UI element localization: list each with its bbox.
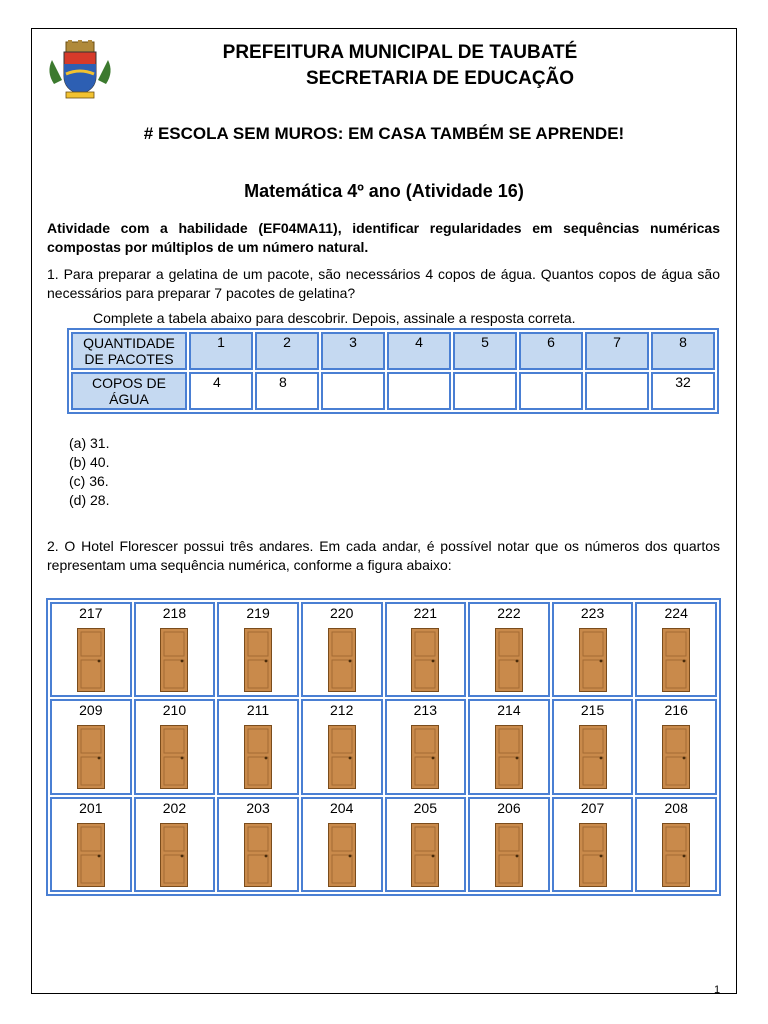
table-row — [71, 372, 715, 410]
row-label-packets: QUANTIDADE DE PACOTES — [71, 332, 187, 370]
room-number: 205 — [413, 799, 437, 816]
option-a[interactable]: (a) 31. — [69, 435, 110, 451]
room-number: 206 — [497, 799, 521, 816]
room-number: 208 — [664, 799, 688, 816]
door-icon — [244, 725, 272, 789]
room-number: 203 — [246, 799, 270, 816]
room-number: 212 — [330, 702, 354, 719]
room-number: 202 — [162, 799, 187, 816]
room-number: 209 — [79, 702, 103, 719]
header-line-2: SECRETARIA DE EDUCAÇÃO — [305, 68, 575, 89]
packets-table — [67, 328, 719, 414]
room-cell — [217, 602, 299, 697]
room-cell — [635, 797, 717, 892]
cell-value: 8 — [279, 374, 287, 390]
skill-description: Atividade com a habilidade (EF04MA11), identificar regularidades em sequências numéricas compostas por múltiplos de um número natural. — [47, 220, 720, 255]
room-number: 216 — [664, 702, 688, 719]
table-cell: 2 — [255, 332, 319, 370]
door-icon — [328, 725, 356, 789]
door-icon — [160, 823, 188, 887]
table-cell — [189, 372, 253, 410]
activity-title: Matemática 4º ano (Atividade 16) — [244, 181, 524, 201]
door-icon — [77, 823, 105, 887]
option-b[interactable]: (b) 40. — [69, 454, 110, 470]
room-number: 217 — [79, 605, 103, 621]
door-icon — [579, 823, 607, 887]
question-2-text: 2. O Hotel Florescer possui três andares. Em cada andar, é possível notar que os números dos quartos representam uma sequência numérica, conforme a figura abaixo: — [47, 538, 720, 573]
room-number: 221 — [413, 605, 437, 621]
door-icon — [244, 823, 272, 887]
room-number: 210 — [162, 702, 187, 719]
table-cell — [255, 372, 319, 410]
room-cell — [552, 699, 634, 794]
room-cell — [552, 602, 634, 697]
room-cell — [635, 602, 717, 697]
question-1-text: 1. Para preparar a gelatina de um pacote, são necessários 4 copos de água. Quantos copos de água são necessários para preparar 7 pacotes de gelatina? — [47, 266, 720, 301]
room-cell — [50, 602, 132, 697]
room-cell — [134, 797, 216, 892]
answer-cell[interactable] — [321, 372, 385, 410]
room-number: 201 — [79, 799, 103, 816]
room-number: 219 — [246, 605, 270, 621]
door-icon — [495, 628, 523, 692]
table-cell: 5 — [453, 332, 517, 370]
room-number: 222 — [497, 605, 521, 621]
table-cell: 8 — [651, 332, 715, 370]
hotel-grid — [46, 598, 721, 896]
room-cell — [50, 797, 132, 892]
room-number: 218 — [162, 605, 187, 621]
door-icon — [411, 628, 439, 692]
room-number: 224 — [664, 605, 688, 621]
cell-value: 32 — [675, 374, 691, 390]
room-cell — [385, 602, 467, 697]
page-number: 1 — [714, 984, 721, 996]
door-icon — [662, 725, 690, 789]
door-icon — [244, 628, 272, 692]
room-cell — [635, 699, 717, 794]
answer-options — [69, 434, 109, 510]
row-label-cups: COPOS DE ÁGUA — [71, 372, 187, 410]
table-cell — [651, 372, 715, 410]
room-cell — [217, 699, 299, 794]
room-number: 214 — [497, 702, 521, 719]
room-number: 223 — [580, 605, 605, 621]
answer-cell[interactable] — [519, 372, 583, 410]
room-cell — [301, 699, 383, 794]
slogan: # ESCOLA SEM MUROS: EM CASA TAMBÉM SE APRENDE! — [143, 124, 625, 143]
cell-value: 4 — [213, 374, 221, 390]
door-icon — [328, 628, 356, 692]
room-number: 213 — [413, 702, 437, 719]
door-icon — [495, 725, 523, 789]
room-cell — [134, 699, 216, 794]
room-cell — [468, 797, 550, 892]
room-number: 220 — [330, 605, 354, 621]
door-icon — [495, 823, 523, 887]
door-icon — [160, 628, 188, 692]
door-icon — [579, 628, 607, 692]
answer-cell[interactable] — [387, 372, 451, 410]
door-icon — [579, 725, 607, 789]
room-cell — [468, 602, 550, 697]
table-cell: 1 — [189, 332, 253, 370]
door-icon — [411, 823, 439, 887]
room-cell — [385, 797, 467, 892]
room-number: 204 — [330, 799, 354, 816]
room-cell — [468, 699, 550, 794]
room-cell — [134, 602, 216, 697]
room-cell — [385, 699, 467, 794]
table-row — [71, 332, 715, 370]
room-cell — [552, 797, 634, 892]
header-line-1: PREFEITURA MUNICIPAL DE TAUBATÉ — [222, 42, 578, 63]
door-icon — [662, 628, 690, 692]
room-cell — [301, 602, 383, 697]
room-cell — [50, 699, 132, 794]
table-cell: 3 — [321, 332, 385, 370]
table-cell: 6 — [519, 332, 583, 370]
answer-cell[interactable] — [453, 372, 517, 410]
table-cell: 4 — [387, 332, 451, 370]
option-d[interactable]: (d) 28. — [69, 492, 110, 508]
answer-cell[interactable] — [585, 372, 649, 410]
door-icon — [160, 725, 188, 789]
question-1-instruction: Complete a tabela abaixo para descobrir. Depois, assinale a resposta correta. — [93, 310, 576, 326]
option-c[interactable]: (c) 36. — [69, 473, 109, 489]
door-icon — [77, 725, 105, 789]
door-icon — [662, 823, 690, 887]
door-icon — [77, 628, 105, 692]
room-number: 215 — [580, 702, 605, 719]
table-cell: 7 — [585, 332, 649, 370]
room-number: 211 — [246, 702, 270, 719]
room-cell — [301, 797, 383, 892]
door-icon — [411, 725, 439, 789]
room-number: 207 — [580, 799, 605, 816]
door-icon — [328, 823, 356, 887]
room-cell — [217, 797, 299, 892]
